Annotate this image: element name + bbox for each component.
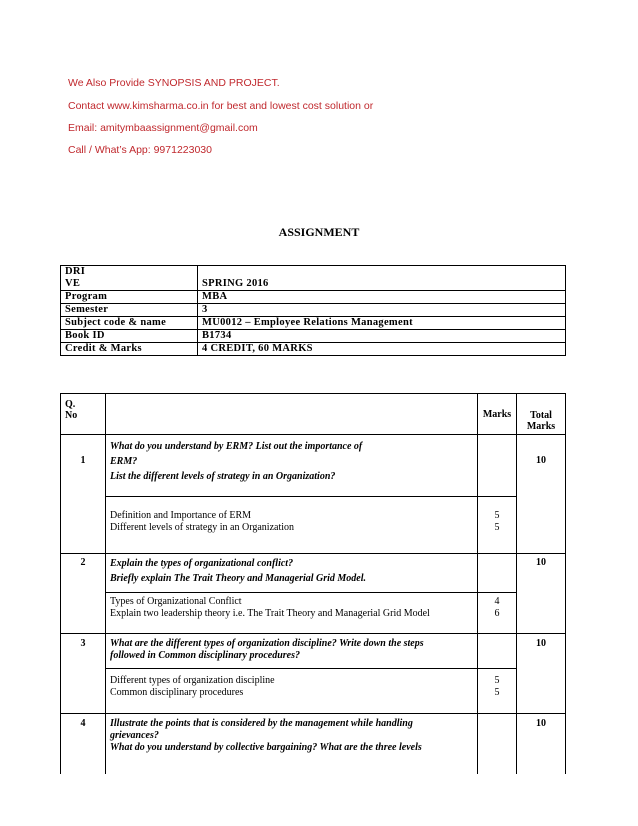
question-line: followed in Common disciplinary procedures? — [110, 650, 301, 661]
question-marks — [478, 634, 517, 669]
question-line: grievances? — [110, 730, 159, 741]
question-line: Explain the types of organizational conflict? — [110, 558, 294, 569]
info-row-credit — [61, 343, 566, 356]
drive-label-2: VE — [65, 278, 81, 289]
question-number: 2 — [61, 554, 106, 634]
criteria-line: Definition and Importance of ERM — [110, 510, 252, 521]
criteria-mark: 5 — [494, 687, 500, 698]
info-value-bookid: B1734 — [198, 330, 566, 343]
info-value-semester: 3 — [198, 304, 566, 317]
question-line: List the different levels of strategy in an Organization? — [110, 471, 336, 482]
scoring-row — [61, 497, 566, 554]
info-value-program: MBA — [198, 291, 566, 304]
question-total: 10 — [517, 554, 566, 634]
question-marks — [478, 435, 517, 497]
criteria-line: Different types of organization discipline — [110, 675, 275, 686]
page-title: ASSIGNMENT — [278, 225, 360, 239]
question-row — [61, 634, 566, 669]
questions-header-row — [61, 394, 566, 435]
question-number: 3 — [61, 634, 106, 714]
question-text — [106, 714, 478, 774]
question-line: What are the different types of organization discipline? Write down the steps — [110, 638, 424, 649]
promo-phone: Call / What’s App: 9971223030 — [68, 144, 212, 156]
question-text — [106, 554, 478, 593]
criteria-mark: 6 — [494, 608, 500, 619]
info-value-subject: MU0012 – Employee Relations Management — [198, 317, 566, 330]
info-label-bookid: Book ID — [61, 330, 198, 343]
criteria-mark: 5 — [494, 522, 500, 533]
criteria-line: Explain two leadership theory i.e. The Trait Theory and Managerial Grid Model — [110, 608, 430, 619]
promo-line-1: We Also Provide SYNOPSIS AND PROJECT. — [68, 77, 280, 89]
header-question — [106, 394, 478, 435]
info-row-semester — [61, 304, 566, 317]
criteria-marks — [478, 669, 517, 714]
info-value-drive: SPRING 2016 — [198, 266, 566, 291]
question-row — [61, 435, 566, 497]
scoring-criteria — [106, 497, 478, 554]
header-qno-2: No — [65, 410, 78, 421]
info-row-program — [61, 291, 566, 304]
info-row-subject — [61, 317, 566, 330]
scoring-criteria — [106, 669, 478, 714]
question-row — [61, 714, 566, 774]
question-text — [106, 634, 478, 669]
criteria-mark: 5 — [494, 675, 500, 686]
info-row-drive — [61, 266, 566, 291]
info-row-bookid — [61, 330, 566, 343]
question-line: Briefly explain The Trait Theory and Managerial Grid Model. — [110, 573, 367, 584]
info-label-program: Program — [61, 291, 198, 304]
scoring-row — [61, 669, 566, 714]
question-line: What do you understand by ERM? List out the importance of — [110, 441, 363, 452]
criteria-marks — [478, 497, 517, 554]
question-total: 10 — [517, 435, 566, 554]
question-text — [106, 435, 478, 497]
question-line: ERM? — [110, 456, 138, 467]
question-row — [61, 554, 566, 593]
info-label-credit: Credit & Marks — [61, 343, 198, 356]
criteria-line: Common disciplinary procedures — [110, 687, 244, 698]
question-marks — [478, 554, 517, 593]
header-total-1: Total — [530, 410, 552, 421]
question-total: 10 — [517, 714, 566, 774]
promo-email: Email: amitymbaassignment@gmail.com — [68, 122, 258, 134]
questions-table — [60, 393, 566, 774]
question-total: 10 — [517, 634, 566, 714]
criteria-mark: 4 — [494, 596, 500, 607]
question-number: 4 — [61, 714, 106, 774]
promo-line-2: Contact www.kimsharma.co.in for best and lowest cost solution or — [68, 100, 374, 112]
question-number: 1 — [61, 435, 106, 554]
question-marks — [478, 714, 517, 774]
info-label-drive — [61, 266, 198, 291]
criteria-mark: 5 — [494, 510, 500, 521]
info-label-semester: Semester — [61, 304, 198, 317]
criteria-line: Types of Organizational Conflict — [110, 596, 242, 607]
info-table — [60, 265, 566, 356]
header-qno — [61, 394, 106, 435]
header-total — [517, 394, 566, 435]
scoring-row — [61, 593, 566, 634]
info-label-subject: Subject code & name — [61, 317, 198, 330]
header-total-2: Marks — [526, 421, 556, 432]
criteria-marks — [478, 593, 517, 634]
header-marks: Marks — [478, 394, 517, 435]
question-line: What do you understand by collective bargaining? What are the three levels — [110, 742, 422, 753]
info-value-credit: 4 CREDIT, 60 MARKS — [198, 343, 566, 356]
question-line: Illustrate the points that is considered by the management while handling — [110, 718, 413, 729]
header-qno-1: Q. — [65, 399, 76, 410]
scoring-criteria — [106, 593, 478, 634]
drive-label-1: DRI — [65, 266, 86, 277]
criteria-line: Different levels of strategy in an Organization — [110, 522, 295, 533]
